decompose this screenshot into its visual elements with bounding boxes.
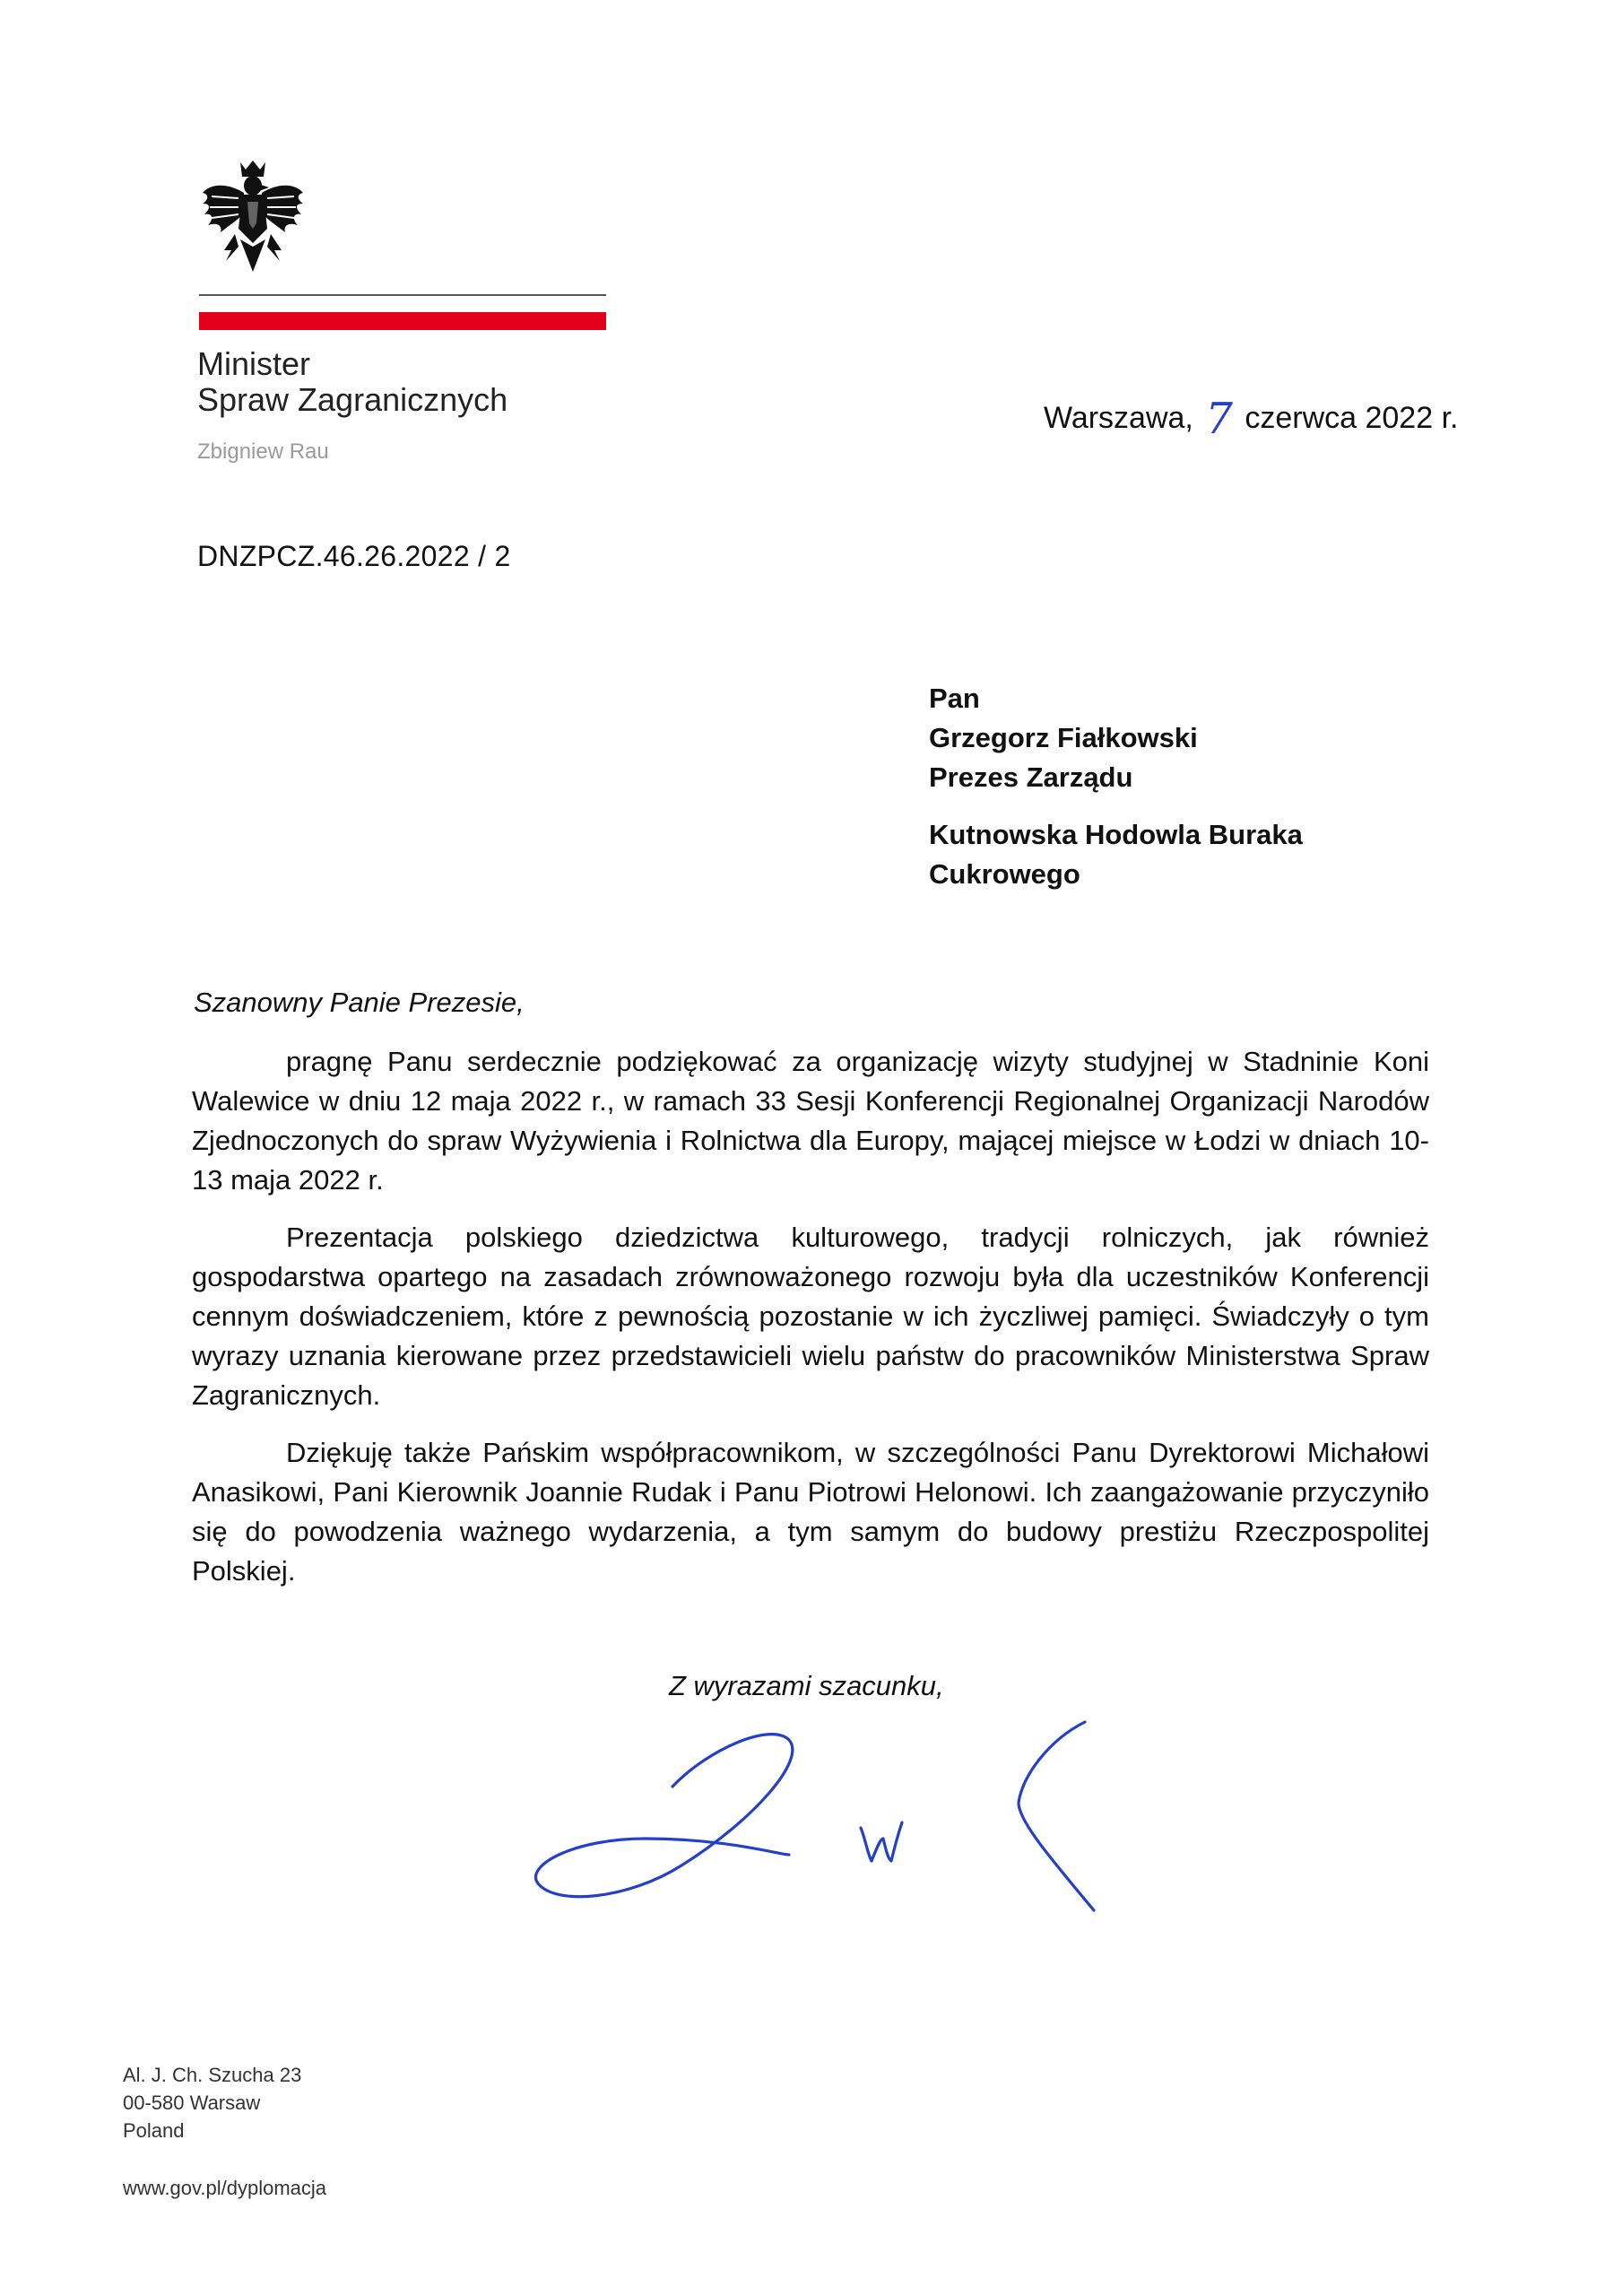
recipient-block [929, 679, 1303, 894]
paragraph-3: Dziękuję także Pańskim współpracownikom, w szczególności Panu Dyrektorowi Michałowi Anasikowi, Pani Kierownik Joannie Rudak i Panu Piotrowi Helonowi. Ich zaangażowanie przyczyniło się do powodzenia ważnego wydarzenia, a tym samym do budowy prestiżu Rzeczpospolitej Polskiej. [192, 1437, 1429, 1587]
recipient-company-line2: Cukrowego [929, 858, 1080, 890]
minister-title: Minister [197, 345, 311, 382]
date-day-handwritten: 7 [1205, 394, 1233, 444]
footer-website-link[interactable]: www.gov.pl/dyplomacja [123, 2177, 327, 2199]
footer-address [123, 2061, 301, 2144]
letter-date [1044, 394, 1459, 444]
polish-eagle-emblem-icon [199, 157, 307, 274]
handwritten-signature-icon [520, 1704, 1112, 1937]
header-divider-thin [199, 294, 606, 296]
minister-name: Zbigniew Rau [197, 439, 329, 464]
footer-address-line2: 00-580 Warsaw [123, 2092, 261, 2114]
salutation: Szanowny Panie Prezesie, [194, 987, 525, 1018]
reference-number: DNZPCZ.46.26.2022 / 2 [197, 540, 511, 572]
header-divider-red [199, 312, 606, 330]
recipient-name: Grzegorz Fiałkowski [929, 722, 1198, 753]
letter-body [192, 1042, 1429, 1609]
recipient-company-line1: Kutnowska Hodowla Buraka [929, 819, 1303, 850]
closing-phrase: Z wyrazami szacunku, [669, 1670, 944, 1701]
date-month-year: czerwca 2022 r. [1245, 401, 1459, 435]
footer-address-line3: Poland [123, 2119, 185, 2142]
paragraph-2: Prezentacja polskiego dziedzictwa kulturowego, tradycji rolniczych, jak również gospodarstwa opartego na zasadach zrównoważonego rozwoju była dla uczestników Konferencji cennym doświadczeniem, które z pewnością pozostanie w ich życzliwej pamięci. Świadczyły o tym wyrazy uznania kierowane przez przedstawicieli wielu państw do pracowników Ministerstwa Spraw Zagranicznych. [192, 1222, 1429, 1411]
recipient-position: Prezes Zarządu [929, 761, 1133, 793]
date-place: Warszawa, [1044, 401, 1193, 435]
recipient-title: Pan [929, 683, 980, 714]
footer-address-line1: Al. J. Ch. Szucha 23 [123, 2064, 302, 2086]
paragraph-1: pragnę Panu serdecznie podziękować za organizację wizyty studyjnej w Stadninie Koni Walewice w dniu 12 maja 2022 r., w ramach 33 Sesji Konferencji Regionalnej Organizacji Narodów Zjednoczonych do spraw Wyżywienia i Rolnictwa dla Europy, mającej miejsce w Łodzi w dniach 10-13 maja 2022 r. [192, 1046, 1429, 1196]
ministry-name: Spraw Zagranicznych [197, 381, 508, 418]
